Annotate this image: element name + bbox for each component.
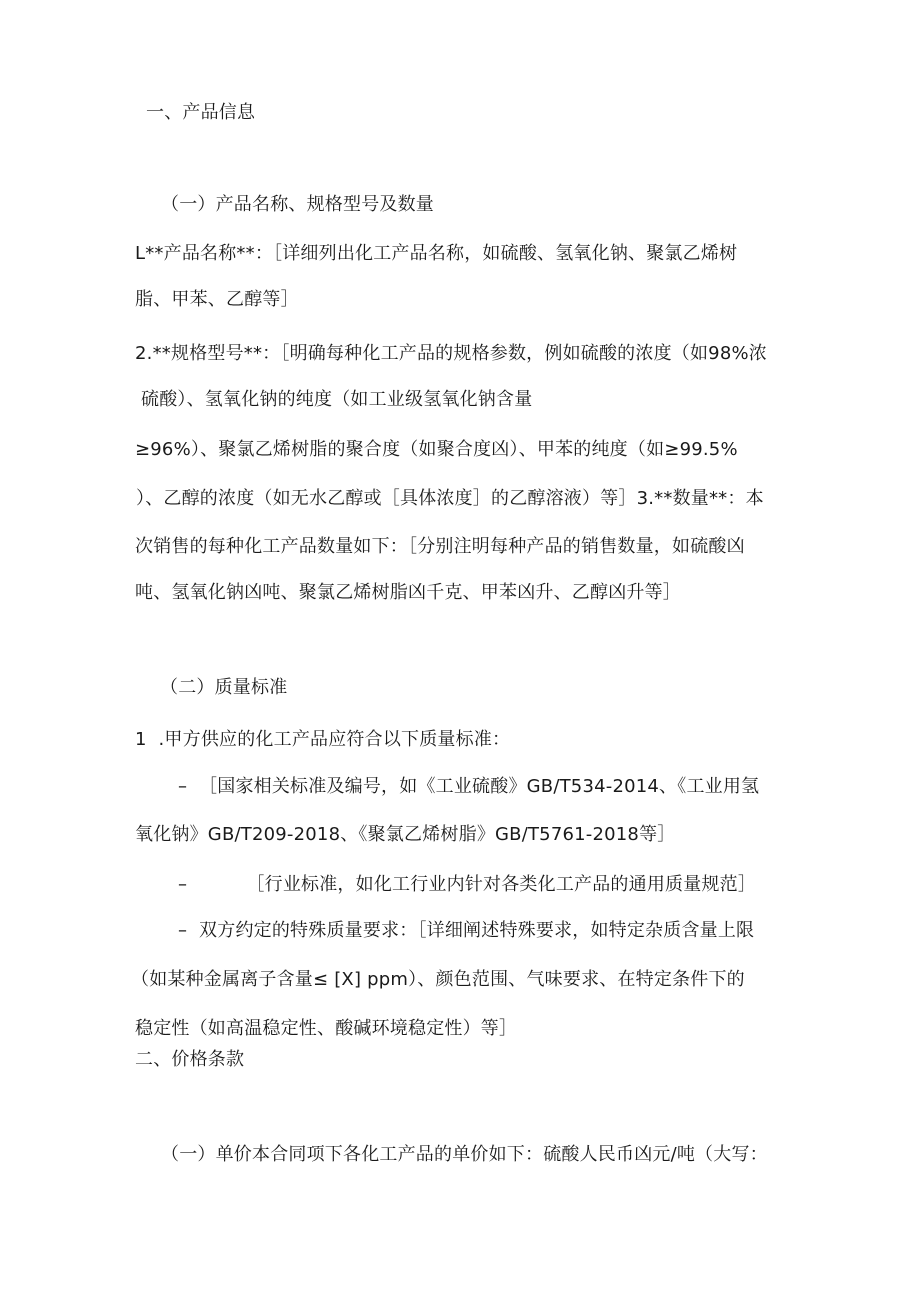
subsection-heading-quality-standard: （二）质量标准 (160, 677, 288, 698)
paragraph-line: （一）单价本合同项下各化工产品的单价如下：硫酸人民币凶元/吨（大写： (161, 1144, 768, 1165)
paragraph-line: 脂、甲苯、乙醇等］ (135, 289, 299, 310)
paragraph-line: 次销售的每种化工产品数量如下：［分别注明每种产品的销售数量，如硫酸凶 (135, 536, 745, 557)
paragraph-line: ）、乙醇的浓度（如无水乙醇或［具体浓度］的乙醇溶液）等］3.**数量**：本 (136, 488, 764, 509)
list-item-line: – ［国家相关标准及编号，如《工业硫酸》GB/T534-2014、《工业用氢 (178, 776, 760, 797)
section-heading-product-info: 一、产品信息 (146, 102, 256, 123)
list-item-line: 稳定性（如高温稳定性、酸碱环境稳定性）等］ (135, 1018, 518, 1039)
paragraph-line: 2.**规格型号**：［明确每种化工产品的规格参数，例如硫酸的浓度（如98%浓 (135, 343, 767, 364)
paragraph-line: ≥96%）、聚氯乙烯树脂的聚合度（如聚合度凶）、甲苯的纯度（如≥99.5% (135, 439, 738, 460)
list-item-line: 氧化钠》GB/T209-2018、《聚氯乙烯树脂》GB/T5761-2018等］ (135, 824, 676, 845)
list-item-line: – ［行业标准，如化工行业内针对各类化工产品的通用质量规范］ (178, 874, 757, 895)
paragraph-line: 1 .甲方供应的化工产品应符合以下质量标准： (135, 729, 511, 750)
subsection-heading-name-spec-quantity: （一）产品名称、规格型号及数量 (161, 194, 434, 215)
paragraph-line: L**产品名称**：［详细列出化工产品名称，如硫酸、氢氧化钠、聚氯乙烯树 (135, 243, 738, 264)
list-item-line: – 双方约定的特殊质量要求：［详细阐述特殊要求，如特定杂质含量上限 (178, 920, 755, 941)
section-heading-price-terms: 二、价格条款 (135, 1049, 245, 1070)
list-item-line: （如某种金属离子含量≤ [X] ppm）、颜色范围、气味要求、在特定条件下的 (131, 969, 745, 990)
paragraph-line: 硫酸）、氢氧化钠的纯度（如工业级氢氧化钠含量 (141, 389, 533, 410)
paragraph-line: 吨、氢氧化钠凶吨、聚氯乙烯树脂凶千克、甲苯凶升、乙醇凶升等］ (135, 582, 681, 603)
